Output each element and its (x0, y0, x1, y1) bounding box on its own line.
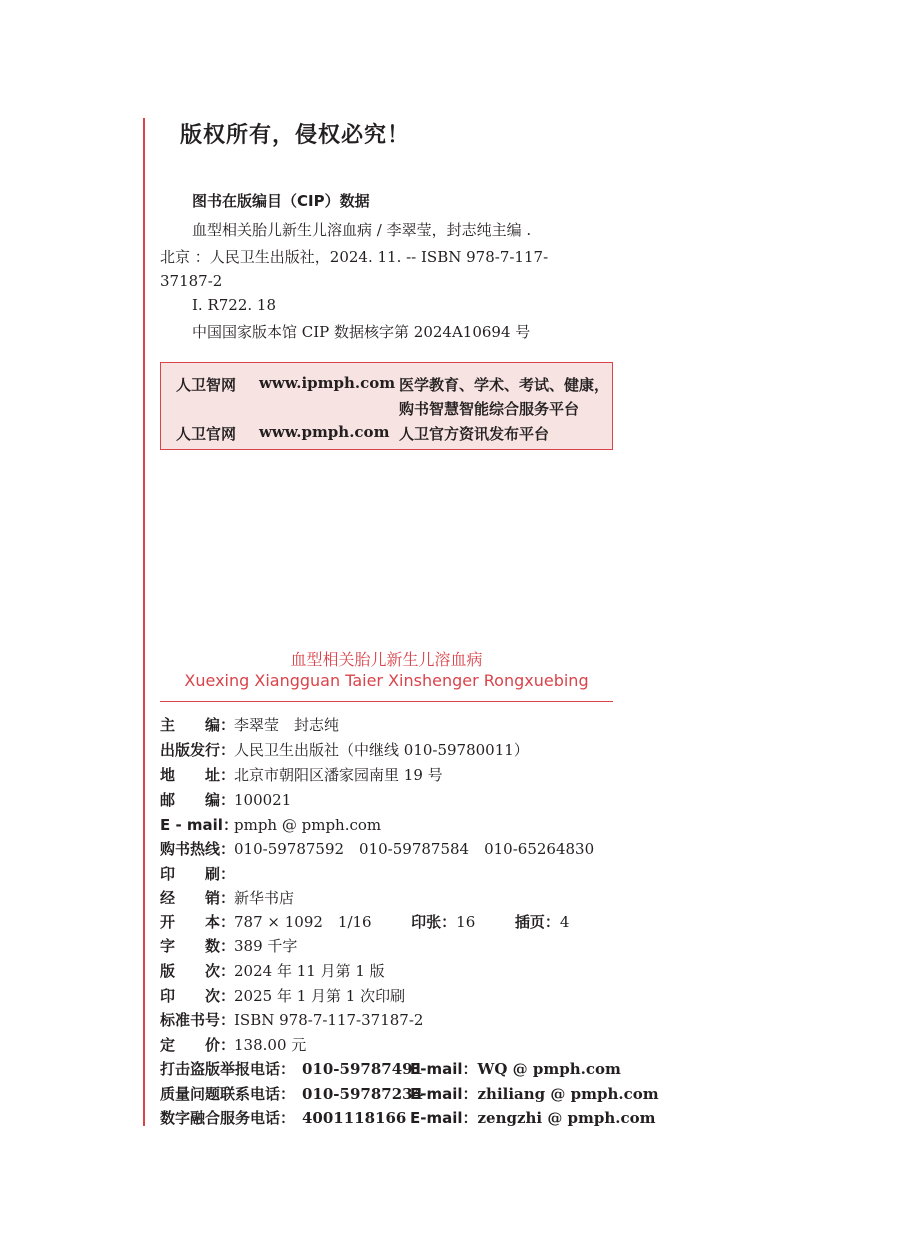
info-row-distributor: 经 销：新华书店 (160, 889, 295, 907)
book-title-pinyin: Xuexing Xiangguan Taier Xinshenger Rongxuebing (184, 671, 589, 690)
cip-line-2: 北京 ：人民卫生出版社，2024. 11. -- ISBN 978-7-117- (160, 248, 549, 266)
cip-line-1: 血型相关胎儿新生儿溶血病 / 李翠莹，封志纯主编 . (192, 221, 532, 239)
info-row-publisher: 出版发行：人民卫生出版社（中继线 010-59780011） (160, 741, 529, 759)
website-url-pmph[interactable]: www.pmph.com (259, 423, 390, 441)
contact-row-piracy: 打击盗版举报电话： 010-59787491E-mail：WQ @ pmph.com (160, 1060, 621, 1078)
website-info-box (160, 362, 613, 450)
website-url-ipmph[interactable]: www.ipmph.com (259, 374, 396, 392)
info-row-price: 定 价：138.00 元 (160, 1036, 307, 1054)
cip-line-5: 中国国家版本馆 CIP 数据核字第 2024A10694 号 (192, 323, 531, 341)
info-row-wordcount: 字 数：389 千字 (160, 937, 298, 955)
info-row-email: E - mail：pmph @ pmph.com (160, 816, 382, 834)
contact-row-digital: 数字融合服务电话： 4001118166 E-mail：zengzhi @ pmph.com (160, 1109, 656, 1127)
title-divider (160, 701, 613, 702)
info-row-isbn: 标准书号：ISBN 978-7-117-37187-2 (160, 1011, 424, 1029)
website-desc-ipmph-2: 购书智慧智能综合服务平台 (399, 400, 580, 418)
left-margin-rule (143, 118, 145, 1126)
info-row-format: 开 本：787 × 1092 1/16 印张：16 插页：4 (160, 913, 570, 931)
info-row-address: 地 址：北京市朝阳区潘家园南里 19 号 (160, 766, 443, 784)
contact-row-quality: 质量问题联系电话： 010-59787234E-mail：zhiliang @ pmph.com (160, 1085, 659, 1103)
info-row-hotline: 购书热线：010-59787592 010-59787584 010-65264830 (160, 840, 595, 858)
info-row-editor: 主 编：李翠莹 封志纯 (160, 716, 340, 734)
copyright-notice: 版权所有，侵权必究！ (180, 123, 411, 148)
cip-line-3: 37187-2 (160, 272, 223, 290)
info-row-printer: 印 刷： (160, 865, 236, 883)
book-title-cn: 血型相关胎儿新生儿溶血病 (290, 650, 483, 669)
website-desc-pmph-1: 人卫官方资讯发布平台 (399, 425, 550, 443)
cip-heading: 图书在版编目（CIP）数据 (192, 192, 370, 210)
website-name-pmph: 人卫官网 (176, 425, 237, 443)
website-desc-ipmph-1: 医学教育、学术、考试、健康， (399, 376, 610, 394)
info-row-postcode: 邮 编：100021 (160, 791, 292, 809)
cip-line-4: Ⅰ. R722. 18 (192, 296, 277, 314)
info-row-edition: 版 次：2024 年 11 月第 1 版 (160, 962, 385, 980)
info-row-printing: 印 次：2025 年 1 月第 1 次印刷 (160, 987, 406, 1005)
website-name-ipmph: 人卫智网 (176, 376, 237, 394)
